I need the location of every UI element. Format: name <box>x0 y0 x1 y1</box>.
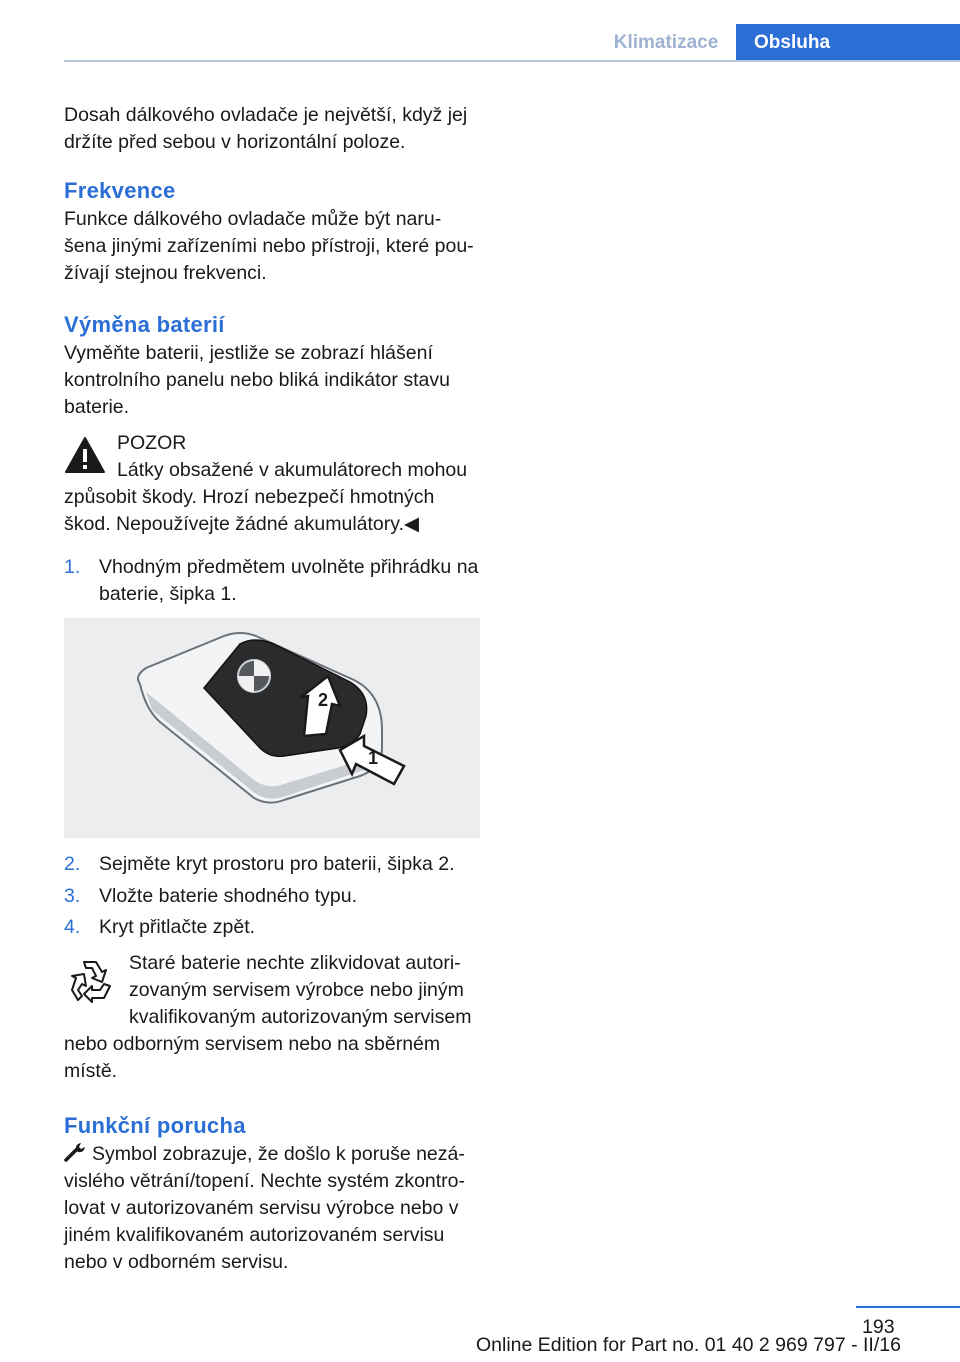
heading-frekvence: Frekvence <box>64 178 176 203</box>
warning-icon <box>64 436 106 474</box>
intro-paragraph: Dosah dálkového ovladače je největší, když jej držíte před sebou v horizontální poloze. <box>64 104 468 153</box>
step-number: 3. <box>64 885 81 907</box>
battery-paragraph: Vyměňte baterii, jestliže se zobrazí hlášení kontrolního panelu nebo bliká indikátor stavu baterie. <box>64 342 450 418</box>
heading-funkcni-porucha: Funkční porucha <box>64 1113 246 1138</box>
step-text: Vhodným předmětem uvolněte přihrádku na baterie, šipka 1. <box>99 556 479 605</box>
recycle-note <box>64 950 482 1085</box>
edition-footer: Online Edition for Part no. 01 40 2 969 797 - II/16 <box>476 1334 901 1356</box>
heading-vymena-baterii: Výměna baterií <box>64 312 225 337</box>
malfunction-line-1: Symbol zobrazuje, že došlo k poruše nezá‐ <box>92 1143 465 1165</box>
step-text: Kryt přitlačte zpět. <box>99 916 256 938</box>
recycle-line-2: zovaným servisem výrobce nebo jiným <box>129 979 464 1001</box>
step-number: 2. <box>64 853 81 875</box>
warning-text-first-line: Látky obsažené v akumulátorech mohou <box>117 459 468 481</box>
warning-text: způsobit škody. Hrozí nebezpečí hmotných škod. Nepoužívejte žádné akumulátory.◀ <box>64 486 435 535</box>
recycle-text: nebo odborným servisem nebo na sběrném místě. <box>64 1033 441 1082</box>
frekvence-paragraph: Funkce dálkového ovladače může být naru‐šena jinými zařízeními nebo přístroji, které pou‐žívají stejnou frekvenci. <box>64 208 474 284</box>
arrow-1-label: 1 <box>368 748 379 768</box>
header-divider <box>64 60 960 62</box>
recycle-line-1: Staré baterie nechte zlikvidovat autori‐ <box>129 952 461 974</box>
warning-title: POZOR <box>117 432 187 454</box>
step-text: Vložte baterie shodného typu. <box>99 885 358 907</box>
malfunction-text: vislého větrání/topení. Nechte systém zkontro‐lovat v autorizovaném servisu výrobce nebo v jiném kvalifikovaném autorizovaném servisu nebo v odborném servisu. <box>64 1170 466 1273</box>
wrench-icon <box>64 1142 86 1162</box>
recycle-line-3: kvalifikovaným autorizovaným servisem <box>129 1006 472 1028</box>
page-number: 193 <box>862 1316 895 1338</box>
step-text: Sejměte kryt prostoru pro baterii, šipka 2. <box>99 853 455 875</box>
warning-block <box>64 430 482 538</box>
recycle-icon <box>66 956 116 1006</box>
tab-klimatizace[interactable]: Klimatizace <box>613 32 719 53</box>
step-number: 1. <box>64 556 81 578</box>
key-fob-illustration <box>64 618 480 838</box>
tab-obsluha[interactable]: Obsluha <box>736 24 960 62</box>
step-number: 4. <box>64 916 81 938</box>
arrow-2-label: 2 <box>318 690 329 710</box>
footer-divider <box>856 1306 960 1308</box>
